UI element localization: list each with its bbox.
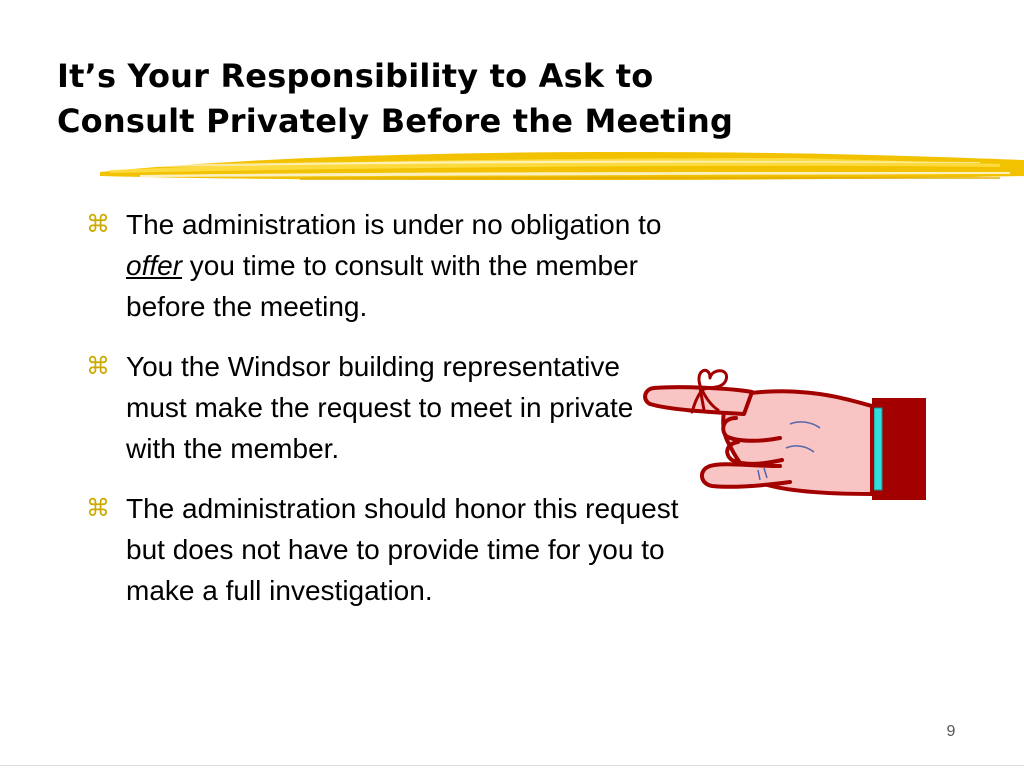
bullet-text-1-start: The administration is under no obligation to (126, 209, 662, 240)
pointing-hand-reminder-icon (640, 362, 932, 504)
command-key-bullet-icon: ⌘ (86, 352, 110, 380)
bullet-item (86, 204, 686, 327)
title-line-2: Consult Privately Before the Meeting (57, 102, 734, 140)
bullet-text-3: The administration should honor this request but does not have to provide time for you to make a full investigation. (126, 493, 679, 606)
emphasized-word-offer: offer (126, 250, 183, 281)
bullet-item (86, 346, 686, 469)
cuff-stripe (874, 408, 882, 490)
page-number: 9 (946, 723, 956, 740)
bullet-text-1-end: you time to consult with the member before the meeting. (126, 250, 639, 322)
command-key-bullet-icon: ⌘ (86, 210, 110, 238)
yellow-brush-stroke-divider (100, 146, 1024, 190)
bullet-item (86, 488, 686, 611)
bullet-text-2: You the Windsor building representative must make the request to meet in private with the member. (126, 351, 634, 464)
bullet-list (86, 204, 686, 630)
command-key-bullet-icon: ⌘ (86, 494, 110, 522)
bottom-divider (0, 765, 1024, 766)
title-line-1: It’s Your Responsibility to Ask to (57, 57, 654, 95)
slide-title (57, 54, 957, 144)
